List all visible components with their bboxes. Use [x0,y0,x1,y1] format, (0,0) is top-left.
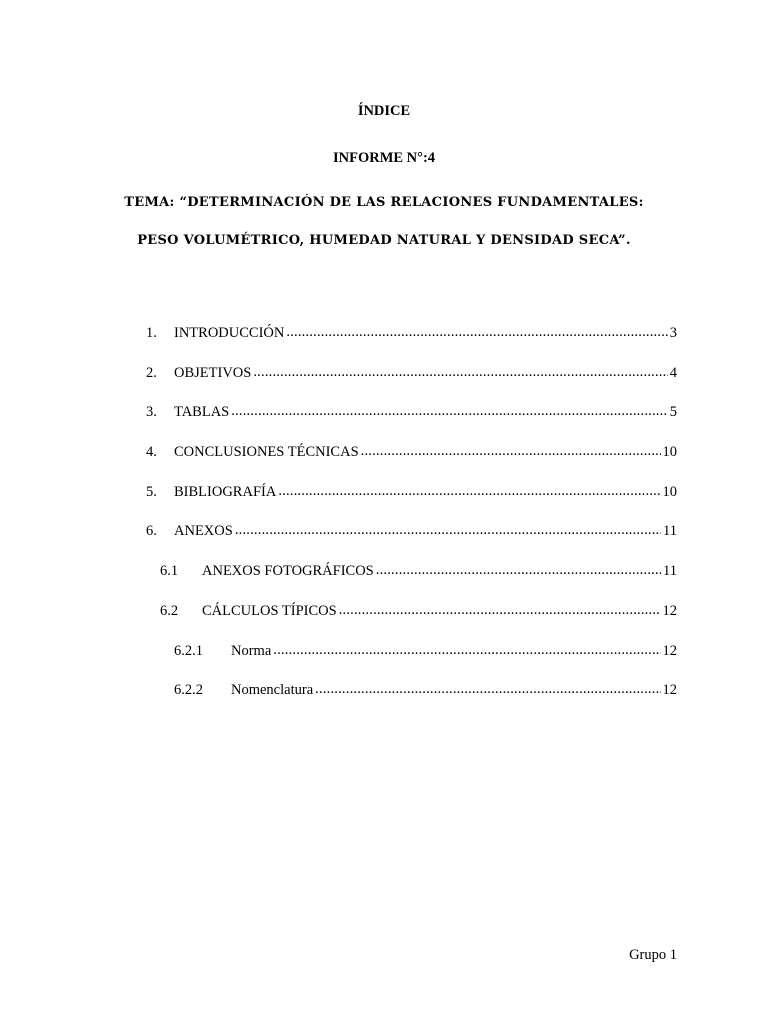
toc-dot-leader [231,403,668,420]
toc-entry-label: OBJETIVOS [174,365,252,381]
toc-entry-number: 6.2.1 [174,643,203,659]
toc-entry-number: 1. [146,325,157,341]
report-number: INFORME N°:4 [332,150,436,166]
toc-dot-leader [235,522,661,539]
toc-entry[interactable] [174,643,677,663]
toc-entry-number: 2. [146,365,157,381]
toc-entry-number: 6.2 [160,603,179,619]
toc-entry-page: 3 [669,325,677,341]
toc-entry[interactable] [146,404,677,424]
toc-entry-label: CONCLUSIONES TÉCNICAS [174,444,359,460]
toc-entry[interactable] [160,603,677,623]
theme-line-1: TEMA: “DETERMINACIÓN DE LAS RELACIONES FUNDAMENTALES: [124,195,644,210]
toc-entry-number: 4. [146,444,157,460]
toc-entry-number: 6. [146,523,157,539]
toc-entry-page: 4 [669,365,677,381]
toc-entry-page: 12 [662,682,677,698]
toc-entry-number: 5. [146,484,157,500]
toc-entry-number: 3. [146,404,157,420]
theme-line-2: PESO VOLUMÉTRICO, HUMEDAD NATURAL Y DENSIDAD SECA”. [137,233,631,248]
toc-entry-label: BIBLIOGRAFÍA [174,484,277,500]
toc-dot-leader [361,443,661,460]
toc-entry-label: ANEXOS [174,523,233,539]
toc-entry[interactable] [146,365,677,385]
toc-entry-label: CÁLCULOS TÍPICOS [202,603,337,619]
toc-entry-page: 12 [662,643,677,659]
toc-entry[interactable] [146,523,677,543]
toc-entry[interactable] [146,444,677,464]
toc-dot-leader [315,681,660,698]
toc-entry[interactable] [174,682,677,702]
toc-entry-label: TABLAS [174,404,230,420]
toc-dot-leader [286,324,667,341]
toc-entry-number: 6.2.2 [174,682,203,698]
toc-dot-leader [278,483,660,500]
toc-entry[interactable] [146,325,677,345]
toc-dot-leader [273,642,660,659]
toc-entry-page: 12 [662,603,677,619]
page-footer: Grupo 1 [629,947,677,963]
toc-entry-page: 11 [663,523,677,539]
toc-entry[interactable] [146,484,677,504]
index-title: ÍNDICE [357,103,411,119]
toc-dot-leader [376,562,661,579]
toc-dot-leader [253,364,667,381]
toc-entry-label: ANEXOS FOTOGRÁFICOS [202,563,374,579]
toc-entry[interactable] [160,563,677,583]
toc-entry-number: 6.1 [160,563,179,579]
toc-entry-page: 10 [662,484,677,500]
toc-entry-label: Nomenclatura [231,682,314,698]
toc-entry-label: INTRODUCCIÓN [174,325,285,341]
toc-entry-label: Norma [231,643,272,659]
toc-entry-page: 10 [662,444,677,460]
toc-dot-leader [339,602,661,619]
toc-entry-page: 5 [669,404,677,420]
toc-entry-page: 11 [663,563,677,579]
